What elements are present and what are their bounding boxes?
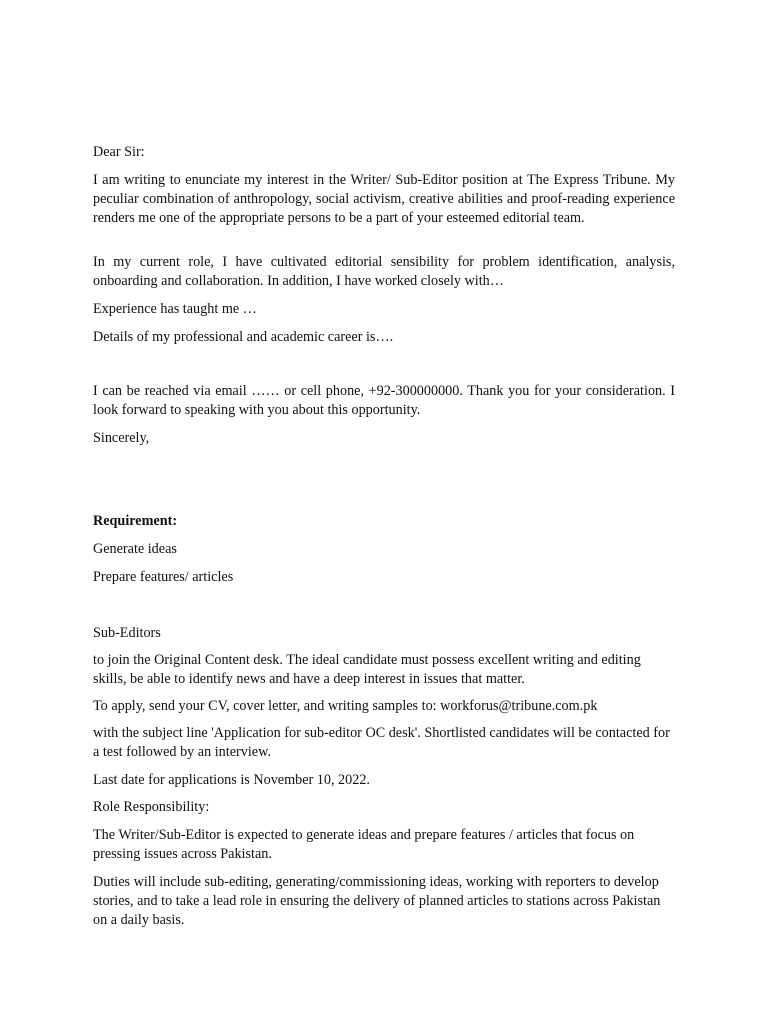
paragraph-experience: Experience has taught me … xyxy=(93,301,257,317)
job-title: Sub-Editors xyxy=(93,625,161,641)
paragraph-details: Details of my professional and academic career is…. xyxy=(93,329,394,345)
paragraph-contact: I can be reached via email …… or cell phone, +92-300000000. Thank you for your consideration. I look forward to speaking with you about this opportunity. xyxy=(93,383,675,418)
paragraph-subject: with the subject line 'Application for sub-editor OC desk'. Shortlisted candidates will be contacted for a test followed by an interview. xyxy=(93,725,670,760)
paragraph-join: to join the Original Content desk. The ideal candidate must possess excellent writing and editing skills, be able to identify news and have a deep interest in issues that matter. xyxy=(93,652,641,687)
salutation: Dear Sir: xyxy=(93,144,145,160)
paragraph-role: The Writer/Sub-Editor is expected to generate ideas and prepare features / articles that focus on pressing issues across Pakistan. xyxy=(93,827,635,862)
paragraph-apply: To apply, send your CV, cover letter, and writing samples to: workforus@tribune.com.pk xyxy=(93,698,598,714)
requirement-item: Generate ideas xyxy=(93,541,177,557)
paragraph-interest: I am writing to enunciate my interest in the Writer/ Sub-Editor position at The Express Tribune. My peculiar combination of anthropology, social activism, creative abilities and proof-reading experience renders me one of the appropriate persons to be a part of your esteemed editorial team. xyxy=(93,172,675,226)
requirement-heading: Requirement: xyxy=(93,513,178,529)
role-heading: Role Responsibility: xyxy=(93,799,210,815)
requirement-item: Prepare features/ articles xyxy=(93,569,234,585)
closing: Sincerely, xyxy=(93,430,150,446)
paragraph-current-role: In my current role, I have cultivated editorial sensibility for problem identification, analysis, onboarding and collaboration. In addition, I have worked closely with… xyxy=(93,254,675,289)
paragraph-deadline: Last date for applications is November 10, 2022. xyxy=(93,772,370,788)
paragraph-duties: Duties will include sub-editing, generating/commissioning ideas, working with reporters to develop stories, and to take a lead role in ensuring the delivery of planned articles to stations across Pakistan on a daily basis. xyxy=(93,874,661,928)
